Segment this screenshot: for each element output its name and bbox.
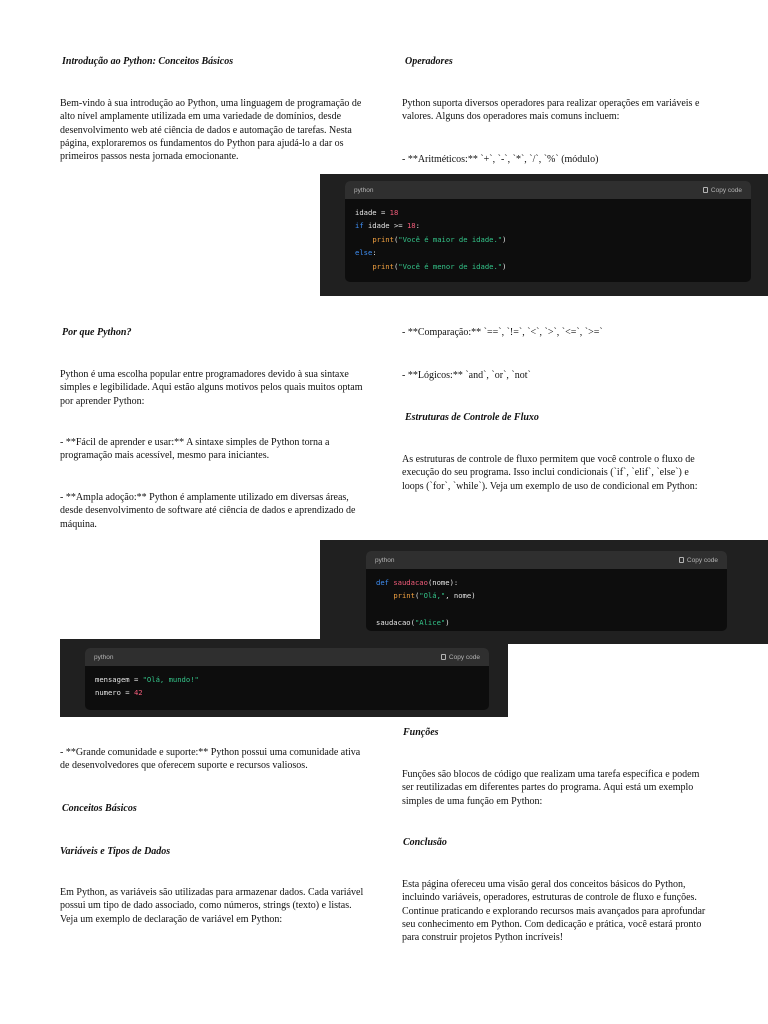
code-language-label: python [94,653,114,661]
code-block-variables [85,648,489,710]
why-item-community: - **Grande comunidade e suporte:** Python possui uma comunidade ativa de desenvolvedores que oferecem suporte e recursos valiosos. [60,747,361,772]
code-token: "Você é maior de idade." [398,234,503,244]
code-token: 18 [389,208,399,217]
code-token: if [355,221,364,231]
functions-paragraph: Funções são blocos de código que realizam uma tarefa específica e podem ser reutilizadas em diferentes partes do programa. Aqui está um exemplo simples de uma função em Python: [402,769,700,807]
code-token: (nome): [427,578,459,587]
copy-code-button[interactable] [679,557,718,564]
why-python-heading: Por que Python? [62,327,132,338]
code-token: else [355,248,373,258]
code-content [345,199,751,280]
code-content [366,569,727,631]
copy-code-label: Copy code [448,653,480,661]
intro-heading: Introdução ao Python: Conceitos Básicos [62,56,234,67]
code-token: ) [445,618,450,628]
code-token: 42 [133,688,143,698]
code-token: idade >= [363,221,407,231]
code-token: def [376,578,389,587]
variables-heading: Variáveis e Tipos de Dados [60,846,171,857]
code-block-conditional [345,181,751,282]
code-token: ) [502,261,507,271]
code-token: ) [502,234,507,244]
control-flow-paragraph: As estruturas de controle de fluxo permitem que você controle o fluxo de execução do seu programa. Isso inclui condicionais (`if`, `elif`, `else`) e loops (`for`, `while`). Veja um exemplo de uso de condicional em Python: [402,454,698,492]
code-language-label: python [354,186,374,194]
clipboard-icon [703,187,708,193]
copy-code-label: Copy code [710,186,742,194]
code-token: ( [393,261,399,271]
code-token: saudacao [393,578,428,587]
variables-paragraph: Em Python, as variáveis são utilizadas para armazenar dados. Cada variável possui um tipo de dado associado, como números, strings (texto) e listas. Veja um exemplo de declaração de variável em Python: [60,887,364,925]
code-token: = [120,688,134,698]
code-token: numero [95,688,121,698]
code-token: , nome) [445,591,476,601]
copy-code-button[interactable] [703,187,742,194]
code-token: "Você é menor de idade." [398,261,503,271]
code-token: print [372,261,394,271]
code-token: idade [355,208,377,217]
functions-heading: Funções [403,727,439,738]
why-item-adoption: - **Ampla adoção:** Python é amplamente utilizado em diversas áreas, desde desenvolvimento de software até ciência de dados e aprendizado de máquina. [60,492,356,530]
code-token: saudacao( [376,618,415,628]
code-header [85,648,489,666]
code-content [85,666,489,707]
code-token: "Alice" [414,618,446,628]
conclusion-heading: Conclusão [403,837,447,848]
operators-paragraph: Python suporta diversos operadores para realizar operações em variáveis e valores. Alguns dos operadores mais comuns incluem: [402,98,700,123]
code-token: mensagem [95,675,130,684]
code-token: 18 [406,221,416,231]
control-flow-heading: Estruturas de Controle de Fluxo [405,412,539,423]
code-token: ( [414,591,420,601]
code-frame-conditional [320,174,768,296]
code-token: "Olá, mundo!" [142,675,199,684]
clipboard-icon [441,654,446,660]
code-frame-function [320,540,768,644]
code-token: = [129,675,143,684]
copy-code-button[interactable] [441,654,480,661]
why-item-easy: - **Fácil de aprender e usar:** A sintaxe simples de Python torna a programação mais acessível, mesmo para iniciantes. [60,437,330,462]
code-token: : [415,221,420,231]
code-token: : [372,248,377,258]
why-python-paragraph: Python é uma escolha popular entre programadores devido à sua sintaxe simples e legibilidade. Aqui estão alguns motivos pelos quais muitos optam por aprender Python: [60,369,363,407]
code-frame-variables [60,639,508,717]
code-token: print [372,234,394,244]
operators-arithmetic: - **Aritméticos:** `+`, `-`, `*`, `/`, `%` (módulo) [402,154,599,165]
intro-paragraph: Bem-vindo à sua introdução ao Python, uma linguagem de programação de alto nível amplamente utilizada em uma variedade de domínios, desde desenvolvimento web até ciência de dados e automação de tarefas. Nesta página, exploraremos os fundamentos do Python para ajudá-lo a dar os primeiros passos nesta jornada emocionante. [60,98,362,163]
code-block-function [366,551,727,631]
operators-logical: - **Lógicos:** `and`, `or`, `not` [402,370,531,381]
copy-code-label: Copy code [686,556,718,564]
clipboard-icon [679,557,684,563]
code-token: ( [393,234,399,244]
code-token: "Olá," [419,591,446,601]
code-header [366,551,727,569]
concepts-heading: Conceitos Básicos [62,803,137,814]
code-language-label: python [375,556,395,564]
conclusion-paragraph: Esta página ofereceu uma visão geral dos conceitos básicos do Python, incluindo variáveis, operadores, estruturas de controle de fluxo e funções. Continue praticando e explorando recursos mais avançados para aprofundar seu conhecimento em Python. Com dedicação e prática, você estará pronto para construir projetos Python incríveis! [402,879,706,944]
operators-heading: Operadores [405,56,453,67]
code-token: print [393,591,415,601]
code-header [345,181,751,199]
code-token: = [376,208,390,217]
operators-comparison: - **Comparação:** `==`, `!=`, `<`, `>`, `<=`, `>=` [402,327,603,338]
